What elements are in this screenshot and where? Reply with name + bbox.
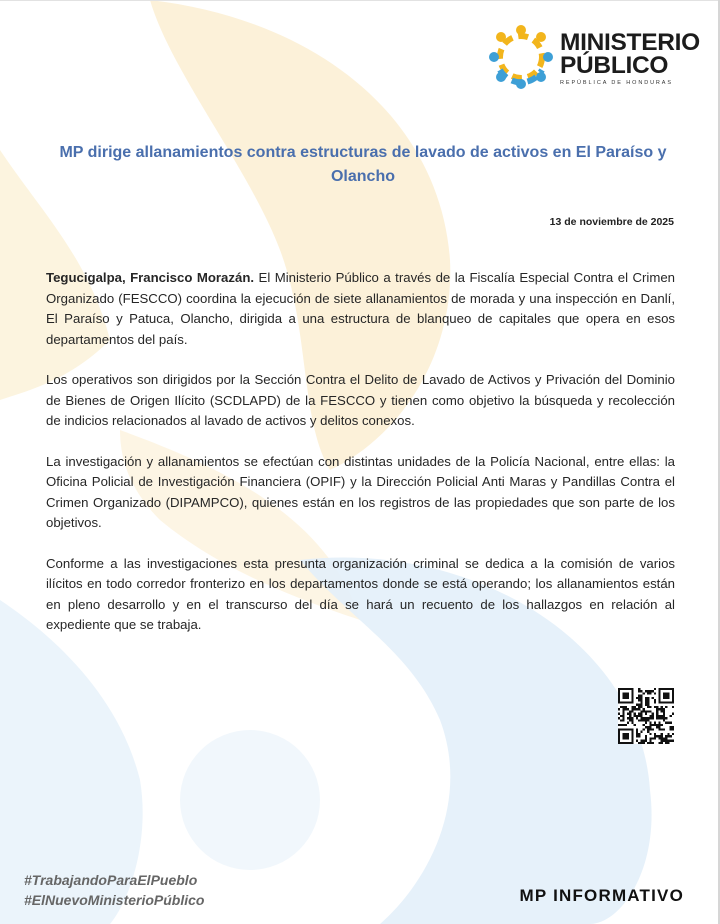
press-release-body <box>46 268 675 656</box>
paragraph-2: Los operativos son dirigidos por la Sección Contra el Delito de Lavado de Activos y Privación del Dominio de Bienes de Origen Ilícito (SCDLAPD) de la FESCCO y tienen como objetivo la búsqueda y recolección de indicios relacionados al lavado de activos y delitos conexos. <box>46 372 675 428</box>
paragraph-4: Conforme a las investigaciones esta presunta organización criminal se dedica a la comisión de varios ilícitos en todo corredor fronterizo en los departamentos donde se está operando; los allanamientos están en pleno desarrollo y en el transcurso del día se hará un recuento de los hallazgos en relación al expediente que se trabaja. <box>46 555 675 632</box>
paragraph-1-text: El Ministerio Público a través de la Fiscalía Especial Contra el Crimen Organizado (FESCCO) coordina la ejecución de siete allanamientos de morada y una inspección en Danlí, El Paraíso y Patuca, Olancho, dirigida a una estructura de blanqueo de capitales que opera en esos departamentos del país. <box>46 270 675 347</box>
press-release-date: 13 de noviembre de 2025 <box>549 216 674 228</box>
press-release-title: MP dirige allanamientos contra estructuras de lavado de activos en El Paraíso y Olancho <box>59 144 667 185</box>
page-top-border <box>0 0 720 1</box>
logo-title-line1: MINISTERIO <box>560 29 700 56</box>
mp-informativo-label: MP INFORMATIVO <box>519 886 684 905</box>
dateline: Tegucigalpa, Francisco Morazán. <box>46 270 255 285</box>
paragraph-1 <box>46 268 675 350</box>
hashtag-trabajando: #TrabajandoParaElPueblo <box>24 872 198 888</box>
hashtags <box>24 870 204 910</box>
logo-subtitle: REPÚBLICA DE HONDURAS <box>560 80 673 86</box>
logo-title-line2: PÚBLICO <box>560 52 669 79</box>
paragraph-3: La investigación y allanamientos se efectúan con distintas unidades de la Policía Nacional, entre ellas: la Oficina Policial de Investigación Financiera (OPIF) y la Dirección Policial Anti Maras y Pandillas Contra el Crimen Organizado (DIPAMPCO), quienes están en los registros de las propiedades que son parte de los objetivos. <box>46 453 675 530</box>
hashtag-nuevo-ministerio: #ElNuevoMinisterioPúblico <box>24 892 205 908</box>
ministerio-publico-logo <box>488 24 700 90</box>
logo-figures-icon <box>488 24 554 90</box>
qr-code-icon <box>618 688 674 744</box>
